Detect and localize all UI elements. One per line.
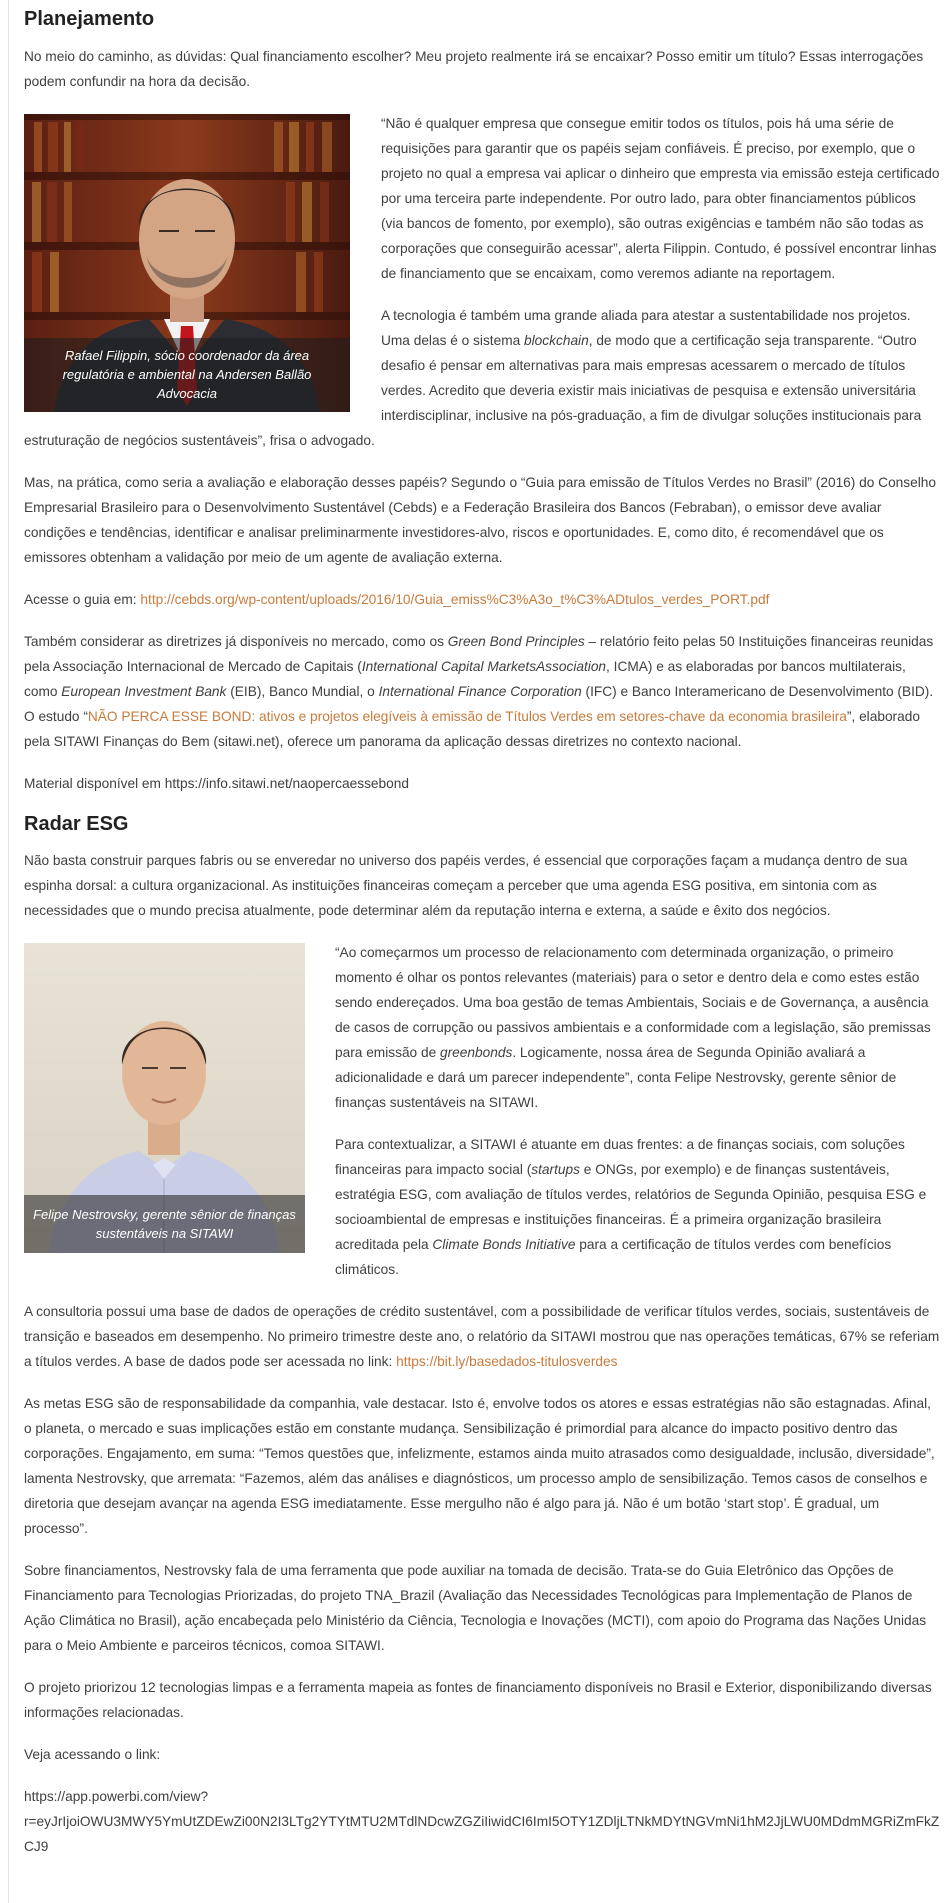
section-heading-radar-esg: Radar ESG [24, 813, 129, 835]
planejamento-intro: No meio do caminho, as dúvidas: Qual financiamento escolher? Meu projeto realmente irá se encaixar? Posso emitir um título? Essas interrogações podem confundir na hora da decisão. [24, 49, 924, 89]
directives-paragraph: Também considerar as diretrizes já disponíveis no mercado, como os Green Bond Principles – relatório feito pelas 50 Instituições financeiras reunidas pela Associação Internacional de Mercado de Capitais (International Capital MarketsAssociation, ICMA) e as elaboradas por bancos multilaterais, como European Investment Bank (EIB), Banco Mundial, o International Finance Corporation (IFC) e Banco Interamericano de Desenvolvimento (BID). O estudo “NÃO PERCA ESSE BOND: ativos e projetos elegíveis à emissão de Títulos Verdes em setores-chave da economia brasileira”, elaborado pela SITAWI Finanças do Bem (sitawi.net), oferece um panorama da aplicação dessas diretrizes no contexto nacional. [24, 634, 934, 749]
projeto-paragraph: O projeto priorizou 12 tecnologias limpas e a ferramenta mapeia as fontes de financiamento disponíveis no Brasil e Exterior, disponibilizando diversas informações relacionadas. [24, 1680, 932, 1720]
nestrovsky-quote: “Ao começarmos um processo de relacionamento com determinada organização, o primeiro momento é olhar os pontos relevantes (materiais) para o setor e dentro dela e como estes estão sendo endereçados. Uma boa gestão de temas Ambientais, Sociais e de Governança, a ausência de casos de corrupção ou passivos ambientais e a conformidade com a legislação, são premissas para emissão de greenbonds. Logicamente, nossa área de Segunda Opinião avaliará a adicionalidade e dará um parecer independente”, conta Felipe Nestrovsky, gerente sênior de finanças sustentáveis na SITAWI. [335, 945, 931, 1110]
sitawi-context-paragraph: Para contextualizar, a SITAWI é atuante em duas frentes: a de finanças sociais, com soluções financeiras para impacto social (startups e ONGs, por exemplo) e de finanças sustentáveis, estratégia ESG, com avaliação de títulos verdes, relatórios de Segunda Opinião, pesquisa ESG e socioambiental de empresas e instituições financeiras. É a primeira organização brasileira acreditada pela Climate Bonds Initiative para a certificação de títulos verdes com benefícios climáticos. [335, 1137, 927, 1277]
figure-caption-filippin: Rafael Filippin, sócio coordenador da área regulatória e ambiental na Andersen Ballão Advocacia [24, 338, 350, 412]
radar-intro: Não basta construir parques fabris ou se enveredar no universo dos papéis verdes, é essencial que corporações façam a mudança dentro de sua espinha dorsal: a cultura organizacional. As instituições financeiras começam a perceber que uma agenda ESG positiva, em sintonia com as necessidades que o mundo precisa atualmente, pode determinar além da reputação interna e externa, a saúde e êxito dos negócios. [24, 853, 908, 918]
basedados-link[interactable]: https://bit.ly/basedados-titulosverdes [396, 1354, 618, 1369]
figure-rafael-filippin [24, 114, 350, 412]
metas-paragraph: As metas ESG são de responsabilidade da companhia, vale destacar. Isto é, envolve todos os atores e essas estratégias não são estagnadas. Afinal, o planeta, o mercado e suas implicações estão em constante mudança. Sensibilização é primordial para alcance do impacto positivo dentro das corporações. Engajamento, em suma: “Temos questões que, infelizmente, estamos ainda muito atrasados como desigualdade, inclusão, diversidade”, lamenta Nestrovsky, que arremata: “Fazemos, além das análises e diagnósticos, um processo amplo de sensibilização. Temos casos de conselhos e diretoria que desejam avançar na agenda ESG imediatamente. Esse mergulho não é algo para já. Não é um botão ‘start stop’. É gradual, um processo”. [24, 1396, 935, 1536]
guide-link-line: Acesse o guia em: http://cebds.org/wp-content/uploads/2016/10/Guia_emiss%C3%A3o_t%C3%ADtulos_verdes_PORT.pdf [24, 592, 770, 607]
figure-felipe-nestrovsky [24, 943, 305, 1253]
material-line: Material disponível em https://info.sitawi.net/naopercaessebond [24, 776, 409, 791]
tech-paragraph: A tecnologia é também uma grande aliada para atestar a sustentabilidade nos projetos. Uma delas é o sistema blockchain, de modo que a certificação seja transparente. “Outro desafio é pensar em alternativas para mais empresas acessarem o mercado de títulos verdes. Acredito que deveria existir mais iniciativas de pesquisa e extensão universitária interdisciplinar, inclusive na pós-graduação, a fim de divulgar soluções institucionais para estruturação de negócios sustentáveis”, frisa o advogado. [24, 308, 922, 448]
section-heading-planejamento: Planejamento [24, 8, 155, 30]
article-content [24, 0, 940, 1859]
financiamentos-paragraph: Sobre financiamentos, Nestrovsky fala de uma ferramenta que pode auxiliar na tomada de decisão. Trata-se do Guia Eletrônico das Opções de Financiamento para Tecnologias Priorizadas, do projeto TNA_Brazil (Avaliação das Necessidades Tecnológicas para Implementação de Planos de Ação Climática no Brasil), ação encabeçada pelo Ministério da Ciência, Tecnologia e Inovações (MCTI), com apoio do Programa das Nações Unidas para o Meio Ambiente e parceiros técnicos, comoa SITAWI. [24, 1563, 927, 1653]
guide-pdf-link[interactable]: http://cebds.org/wp-content/uploads/2016/10/Guia_emiss%C3%A3o_t%C3%ADtulos_verdes_PORT.pdf [140, 592, 770, 607]
powerbi-url: https://app.powerbi.com/view? r=eyJrIjoiOWU3MWY5YmUtZDEwZi00N2I3LTg2YTYtMTU2MTdlNDcwZGZiIiwidCI6ImI5OTY1ZDljLTNkMDYtNGVmNi1hM2JjLWU0MDdmMGRiZmFkZCJ9 [24, 1789, 940, 1854]
guide-paragraph: Mas, na prática, como seria a avaliação e elaboração desses papéis? Segundo o “Guia para emissão de Títulos Verdes no Brasil” (2016) do Conselho Empresarial Brasileiro para o Desenvolvimento Sustentável (Cebds) e a Federação Brasileira dos Bancos (Febraban), o emissor deve avaliar condições e tendências, identificar e analisar preliminarmente investidores-alvo, riscos e oportunidades. E, como dito, é recomendável que os emissores obtenham a validação por meio de um agente de avaliação externa. [24, 475, 937, 565]
nao-perca-esse-bond-link[interactable]: NÃO PERCA ESSE BOND: ativos e projetos elegíveis à emissão de Títulos Verdes em setores-chave da economia brasileira [87, 709, 847, 724]
figure-caption-nestrovsky: Felipe Nestrovsky, gerente sênior de finanças sustentáveis na SITAWI [24, 1195, 305, 1253]
filippin-quote: “Não é qualquer empresa que consegue emitir todos os títulos, pois há uma série de requisições para garantir que os papéis sejam confiáveis. É preciso, por exemplo, que o projeto no qual a empresa vai aplicar o dinheiro que empresta via emissão esteja certificado por uma terceira parte independente. Por outro lado, para obter financiamentos públicos (via bancos de fomento, por exemplo), são outras exigências e também não são todas as corporações que conseguirão acessar”, alerta Filippin. Contudo, é possível encontrar linhas de financiamento que se encaixam, como veremos adiante na reportagem. [381, 116, 940, 281]
database-paragraph: A consultoria possui uma base de dados de operações de crédito sustentável, com a possibilidade de verificar títulos verdes, sociais, sustentáveis de transição e baseados em desempenho. No primeiro trimestre deste ano, o relatório da SITAWI mostrou que nas operações temáticas, 67% se referiam a títulos verdes. A base de dados pode ser acessada no link: https://bit.ly/basedados-titulosverdes [24, 1304, 940, 1369]
veja-link-label: Veja acessando o link: [24, 1747, 161, 1762]
